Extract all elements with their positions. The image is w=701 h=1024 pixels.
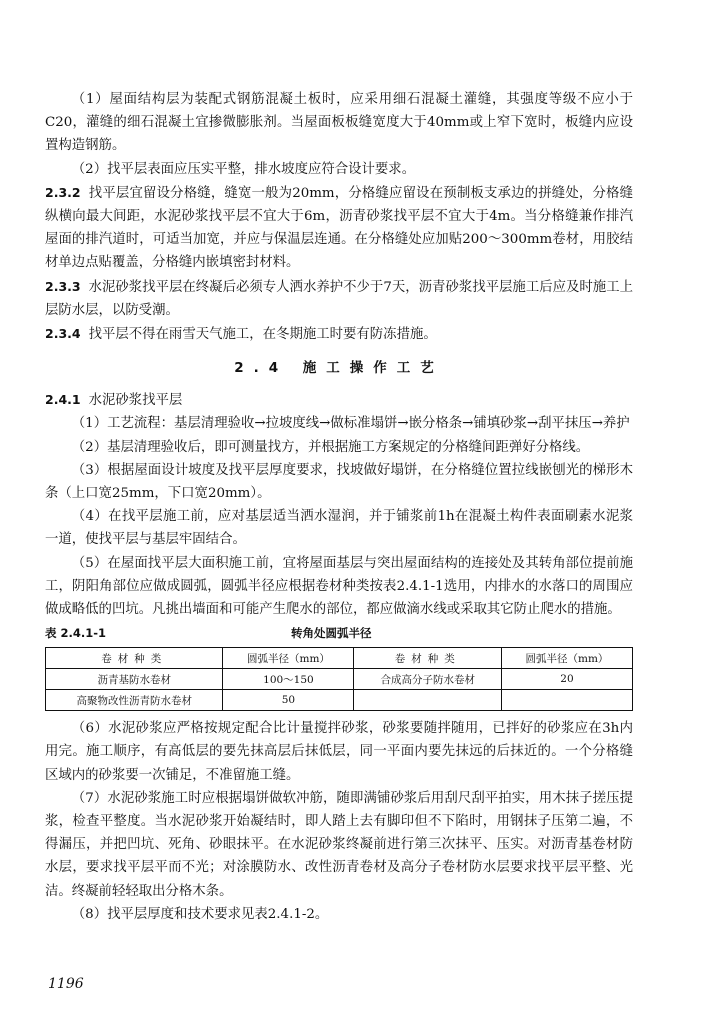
document-page xyxy=(45,88,633,926)
section-2-3-3 xyxy=(45,275,633,322)
paragraph-step-2: （2）基层清理验收后，即可测量找方，并根据施工方案规定的分格缝间距弹好分格线。 xyxy=(71,439,590,455)
table-header-cell: 圆弧半径（mm） xyxy=(501,648,632,669)
section-number: 2.3.2 xyxy=(45,184,81,200)
section-2-3-2 xyxy=(45,181,633,275)
subsection-text: 水泥砂浆找平层 xyxy=(88,393,183,409)
table-header-cell: 圆弧半径（mm） xyxy=(223,648,354,669)
table-cell: 高聚物改性沥青防水卷材 xyxy=(46,690,223,711)
paragraph-step-6: （6）水泥砂浆应严格按规定配合比计量搅拌砂浆，砂浆要随拌随用，已拌好的砂浆应在3h内用完。施工顺序，有高低层的要先抹高层后抹低层，同一平面内要先抹远的后抹近的。一个分格缝区域内的砂浆要一次铺足，不准留施工缝。 xyxy=(45,721,633,783)
paragraph-1: （1）屋面结构层为装配式钢筋混凝土板时，应采用细石混凝土灌缝，其强度等级不应小于C20，灌缝的细石混凝土宜掺微膨胀剂。当屋面板板缝宽度大于40mm或上窄下宽时，板缝内应设置构造钢筋。 xyxy=(45,92,633,154)
table-cell: 100～150 xyxy=(223,669,354,690)
table-cell xyxy=(354,690,502,711)
section-2-3-4 xyxy=(45,322,633,346)
table-header-cell: 卷材种类 xyxy=(46,648,223,669)
table-header-row xyxy=(46,648,633,669)
table-caption xyxy=(45,625,633,641)
table-cell: 沥青基防水卷材 xyxy=(46,669,223,690)
subsection-title xyxy=(45,388,633,412)
table-number: 表 2.4.1-1 xyxy=(45,626,107,641)
radius-table xyxy=(45,647,633,711)
section-text: 找平层不得在雨雪天气施工，在冬期施工时要有防冻措施。 xyxy=(88,327,437,343)
table-cell: 合成高分子防水卷材 xyxy=(354,669,502,690)
table-cell xyxy=(501,690,632,711)
table-title: 转角处圆弧半径 xyxy=(291,626,372,641)
paragraph-step-3: （3）根据屋面设计坡度及找平层厚度要求，找坡做好塌饼，在分格缝位置拉线嵌刨光的梯形木条（上口宽25mm，下口宽20mm）。 xyxy=(45,462,633,502)
section-number: 2.3.3 xyxy=(45,278,81,294)
paragraph-2: （2）找平层表面应压实平整，排水坡度应符合设计要求。 xyxy=(71,161,416,177)
paragraph-step-8: （8）找平层厚度和技术要求见表2.4.1-2。 xyxy=(71,906,329,922)
paragraph-step-1: （1）工艺流程：基层清理验收→拉坡度线→做标准塌饼→嵌分格条→铺填砂浆→刮平抹压→养护 xyxy=(71,416,630,432)
section-number: 2.3.4 xyxy=(45,326,81,342)
table-header-cell: 卷材种类 xyxy=(354,648,502,669)
subsection-number: 2.4.1 xyxy=(45,392,81,408)
section-text: 水泥砂浆找平层在终凝后必须专人洒水养护不少于7天，沥青砂浆找平层施工后应及时施工上层防水层，以防受潮。 xyxy=(45,279,633,318)
table-cell: 20 xyxy=(501,669,632,690)
paragraph-step-4: （4）在找平层施工前，应对基层适当洒水湿润，并于铺浆前1h在混凝土构件表面刷素水泥浆一道，使找平层与基层牢固结合。 xyxy=(45,509,633,548)
paragraph-step-5: （5）在屋面找平层大面积施工前，宜将屋面基层与突出屋面结构的连接处及其转角部位提前施工，阴阳角部位应做成圆弧，圆弧半径应根据卷材种类按表2.4.1-1选用，内排水的水落口的周围应做成略低的凹坑。凡挑出墙面和可能产生爬水的部位，都应做滴水线或采取其它防止爬水的措施。 xyxy=(45,555,633,618)
paragraph-step-7: （7）水泥砂浆施工时应根据塌饼做软冲筋，随即满铺砂浆后用刮尺刮平拍实，用木抹子搓压提浆，检查平整度。当水泥砂浆开始凝结时，即人踏上去有脚印但不下陷时，用钢抹子压第二遍，不得漏压，并把凹坑、死角、砂眼抹平。在水泥砂浆终凝前进行第三次抹平、压实。对沥青基卷材防水层，要求找平层平而不光；对涂膜防水、改性沥青卷材及高分子卷材防水层要求找平层平整、光洁。终凝前轻轻取出分格木条。 xyxy=(45,790,633,899)
section-heading: 2.4 施工操作工艺 xyxy=(234,360,444,377)
section-text: 找平层宜留设分格缝，缝宽一般为20mm，分格缝应留设在预制板支承边的拼缝处，分格缝纵横向最大间距，水泥砂浆找平层不宜大于6m，沥青砂浆找平层不宜大于4m。当分格缝兼作排汽屋面的排汽道时，可适当加宽，并应与保温层连通。在分格缝处应加贴200～300mm卷材，用胶结材单边点贴覆盖，分格缝内嵌填密封材料。 xyxy=(45,185,633,271)
table-row xyxy=(46,690,633,711)
table-cell: 50 xyxy=(223,690,354,711)
table-row xyxy=(46,669,633,690)
page-number: 1196 xyxy=(48,976,84,992)
